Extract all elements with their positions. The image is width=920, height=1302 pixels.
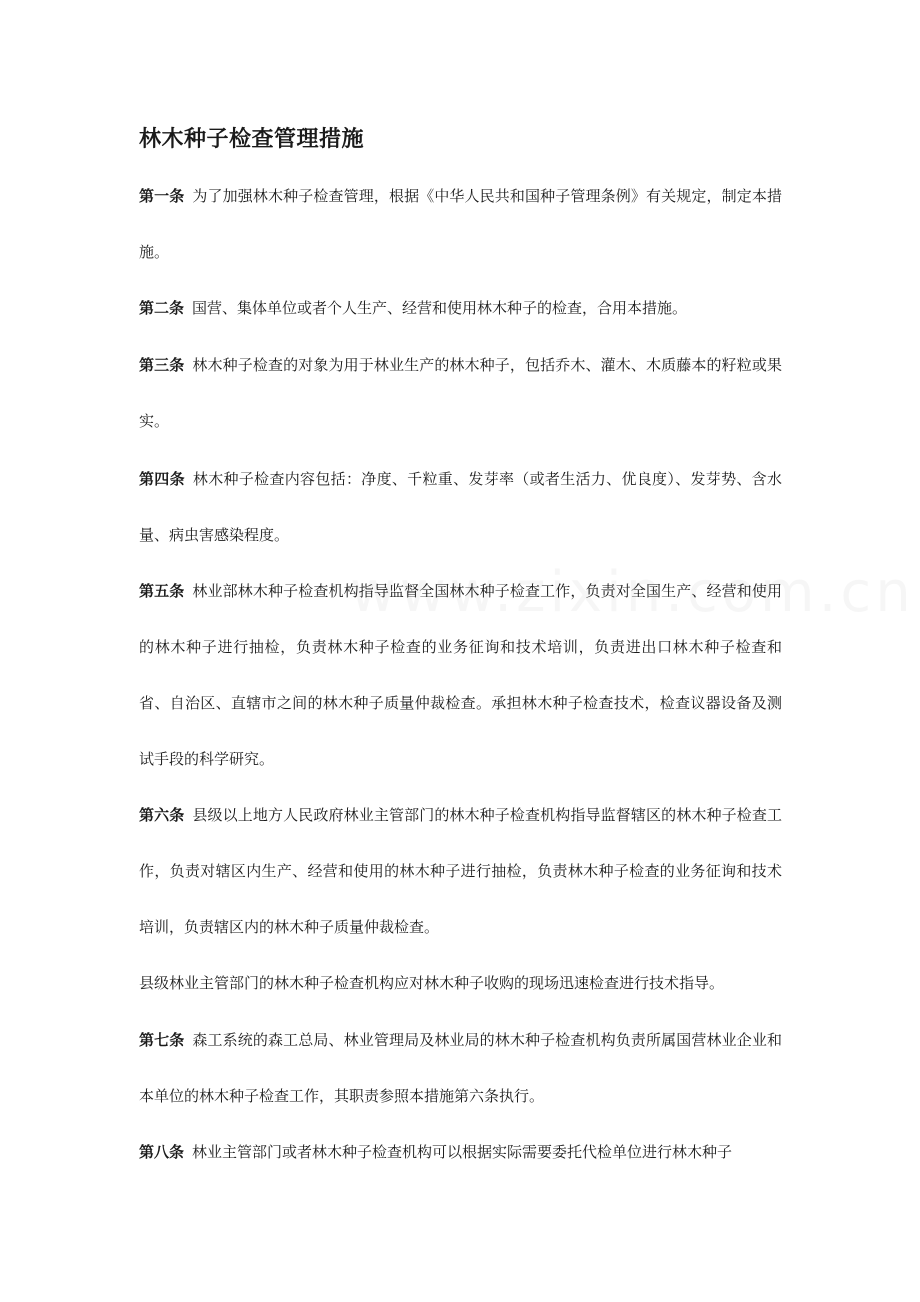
article-6-paragraph-2 bbox=[139, 955, 782, 1011]
article-text: 林木种子检查的对象为用于林业生产的林木种子，包括乔木、灌木、木质藤本的籽粒或果实。 bbox=[139, 356, 782, 430]
article-text: 林木种子检查内容包括：净度、千粒重、发芽率（或者生活力、优良度）、发芽势、含水量、病虫害感染程度。 bbox=[139, 470, 782, 544]
article-text: 林业主管部门或者林木种子检查机构可以根据实际需要委托代检单位进行林木种子 bbox=[192, 1143, 733, 1161]
article-label: 第四条 bbox=[139, 470, 185, 488]
article-2 bbox=[139, 280, 782, 336]
article-6 bbox=[139, 787, 782, 955]
article-text: 为了加强林木种子检查管理，根据《中华人民共和国种子管理条例》有关规定，制定本措施。 bbox=[139, 187, 782, 261]
article-text: 国营、集体单位或者个人生产、经营和使用林木种子的检查，合用本措施。 bbox=[192, 299, 688, 317]
article-text: 县级以上地方人民政府林业主管部门的林木种子检查机构指导监督辖区的林木种子检查工作，负责对辖区内生产、经营和使用的林木种子进行抽检，负责林木种子检查的业务征询和技术培训，负责辖区内的林木种子质量仲裁检查。 bbox=[139, 806, 782, 936]
article-label: 第七条 bbox=[139, 1031, 185, 1049]
article-8 bbox=[139, 1124, 782, 1180]
article-text: 森工系统的森工总局、林业管理局及林业局的林木种子检查机构负责所属国营林业企业和本单位的林木种子检查工作，其职责参照本措施第六条执行。 bbox=[139, 1031, 782, 1105]
article-label: 第二条 bbox=[139, 299, 185, 317]
article-label: 第三条 bbox=[139, 356, 185, 374]
article-text: 县级林业主管部门的林木种子检查机构应对林木种子收购的现场迅速检查进行技术指导。 bbox=[139, 974, 725, 992]
article-3 bbox=[139, 337, 782, 449]
article-label: 第六条 bbox=[139, 806, 185, 824]
article-7 bbox=[139, 1012, 782, 1124]
article-4 bbox=[139, 451, 782, 563]
article-label: 第八条 bbox=[139, 1143, 185, 1161]
document-title: 林木种子检查管理措施 bbox=[139, 127, 365, 152]
article-label: 第一条 bbox=[139, 187, 185, 205]
article-text: 林业部林木种子检查机构指导监督全国林木种子检查工作，负责对全国生产、经营和使用的林木种子进行抽检，负责林木种子检查的业务征询和技术培训，负责进出口林木种子检查和省、自治区、直辖市之间的林木种子质量仲裁检查。承担林木种子检查技术，检查议器设备及测试手段的科学研究。 bbox=[139, 582, 782, 768]
article-label: 第五条 bbox=[139, 582, 185, 600]
article-5 bbox=[139, 563, 782, 787]
article-1 bbox=[139, 168, 782, 280]
